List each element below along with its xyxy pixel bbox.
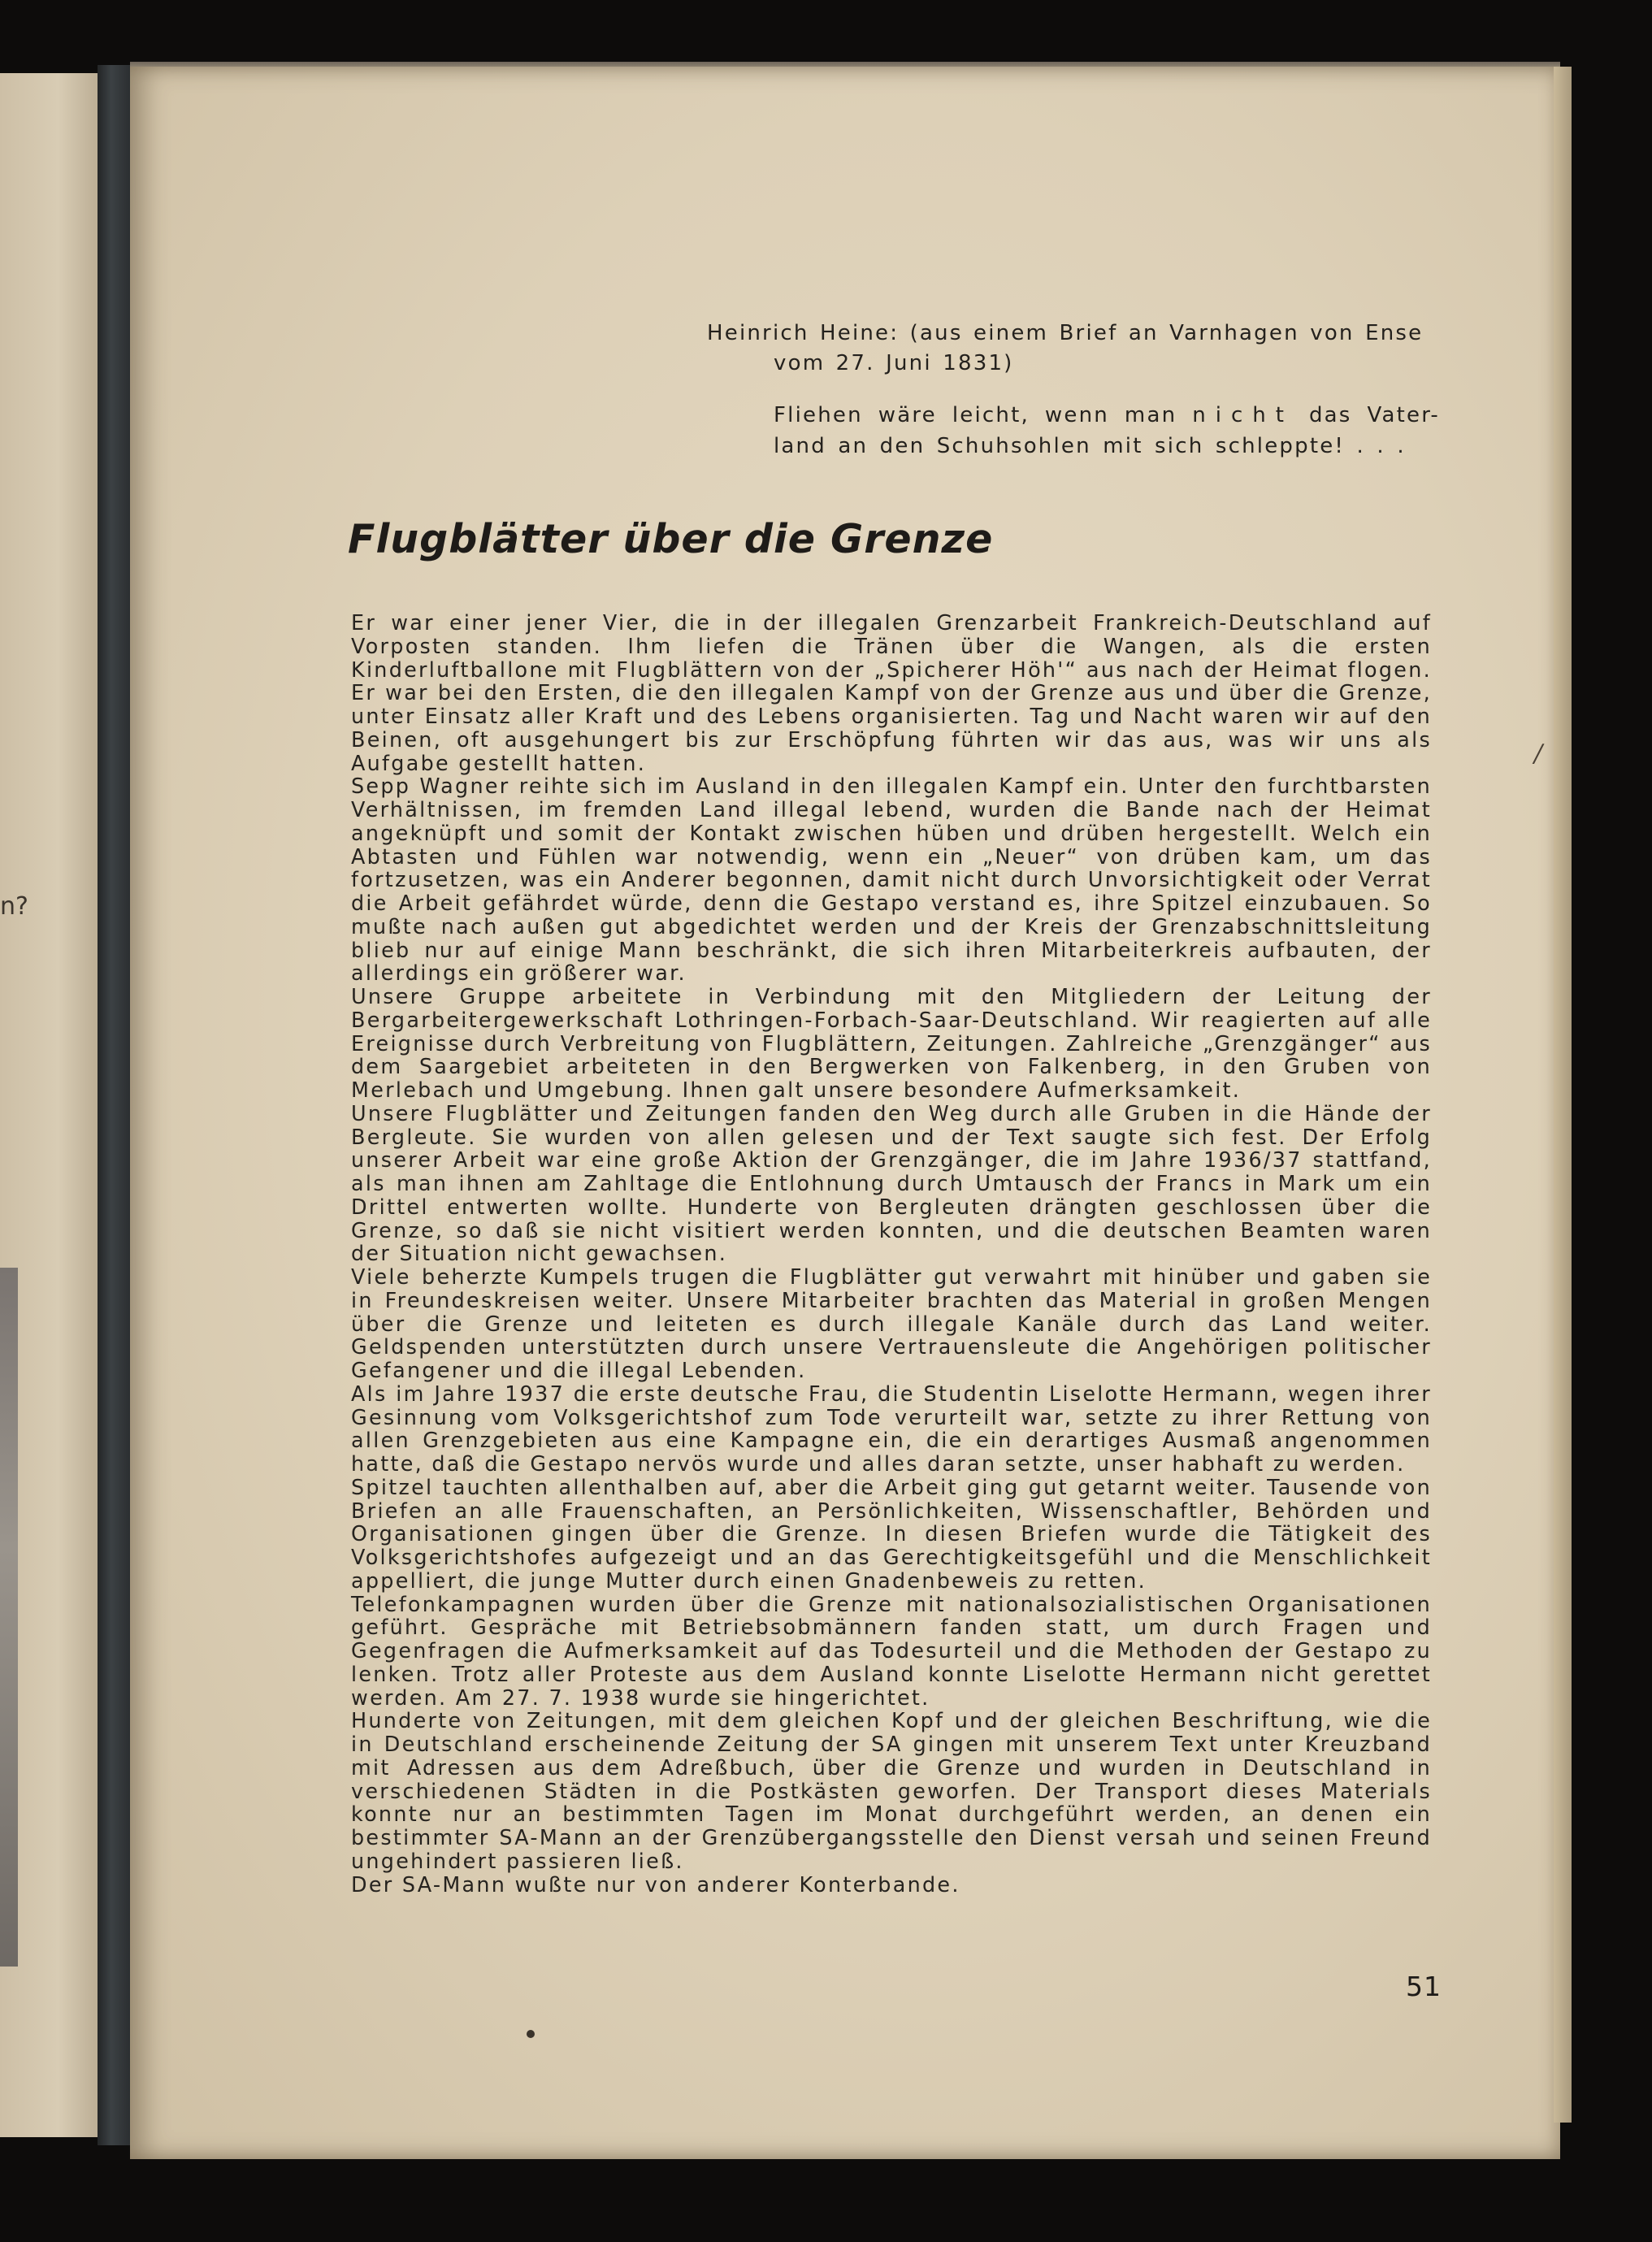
quote-line-2: land an den Schuhsohlen mit sich schleppte! . . . bbox=[774, 434, 1406, 458]
book-spine bbox=[98, 65, 132, 2145]
paragraph: Als im Jahre 1937 die erste deutsche Frau, die Studentin Liselotte Hermann, wegen ihrer Gesinnung vom Volksgerichtshof zum Tode verurteilt war, setzte zu ihrer Rettung von allen Grenzgebieten aus eine Kampagne ein, die ein derartiges Ausmaß angenommen hatte, daß die Gestapo nervös wurde und alles daran setzte, unser habhaft zu werden. bbox=[351, 1381, 1432, 1476]
left-page-text-fragment: n? bbox=[0, 892, 28, 921]
ink-speck bbox=[527, 2030, 535, 2038]
left-facing-page bbox=[0, 73, 98, 2137]
left-page-photo-edge bbox=[0, 1268, 18, 1967]
chapter-title: Flugblätter über die Grenze bbox=[348, 516, 994, 562]
paragraph: Spitzel tauchten allenthalben auf, aber die Arbeit ging gut getarnt weiter. Tausende von Briefen an alle Frauenschaften, an Persönlichkeiten, Wissenschaftler, Behörden und Organisationen gingen über die Grenze. In diesen Briefen wurde die Tätigkeit des Volksgerichtshofes aufgezeigt und an das Gerechtigkeitsgefühl und die Menschlichkeit appelliert, die junge Mutter durch einen Gnadenbeweis zu retten. bbox=[351, 1474, 1432, 1593]
body-text bbox=[351, 611, 1432, 1896]
paragraph: Telefonkampagnen wurden über die Grenze mit nationalsozialistischen Organisationen geführt. Gespräche mit Betriebsobmännern fanden statt, um durch Fragen und Gegenfragen die Aufmerksamkeit auf das Todesurteil und die Methoden der Gestapo zu lenken. Trotz aller Proteste aus dem Ausland konnte Liselotte Hermann nicht gerettet werden. Am 27. 7. 1938 wurde sie hingerichtet. bbox=[351, 1591, 1432, 1710]
quote-attribution bbox=[707, 319, 1438, 379]
book-page bbox=[130, 67, 1560, 2159]
paragraph: Hunderte von Zeitungen, mit dem gleichen Kopf und der gleichen Beschriftung, wie die in Deutschland erscheinende Zeitung der SA gingen mit unserem Text unter Kreuzband mit Adressen aus dem Adreßbuch, über die Grenze und wurden in Deutschland in verschiedenen Städten in die Postkästen geworfen. Der Transport dieses Materials konnte nur an bestimmten Tagen im Monat durchgeführt werden, an denen ein bestimmter SA-Mann an der Grenzübergangsstelle den Dienst versah und seinen Freund ungehindert passieren ließ. bbox=[351, 1708, 1432, 1873]
quote-line-1-end: das Vater- bbox=[1308, 403, 1441, 427]
paragraph: Viele beherzte Kumpels trugen die Flugblätter gut verwahrt mit hinüber und gaben sie in Freundeskreisen weiter. Unsere Mitarbeiter brachten das Material in großen Mengen über die Grenze und leiteten es durch illegale Kanäle durch das Land weiter. Geldspenden unterstützten durch unsere Vertrauensleute die Angehörigen politischer Gefangener und die illegal Lebenden. bbox=[351, 1264, 1432, 1382]
quote-line-1-start: Fliehen wäre leicht, wenn man bbox=[774, 403, 1177, 427]
quote-emphasis: nicht bbox=[1192, 403, 1294, 427]
page-number: 51 bbox=[1406, 1971, 1442, 2002]
attribution-line-2: vom 27. Juni 1831) bbox=[774, 351, 1014, 375]
paragraph: Unsere Gruppe arbeitete in Verbindung mit den Mitgliedern der Leitung der Bergarbeitergewerkschaft Lothringen-Forbach-Saar-Deutschland. Wir reagierten auf alle Ereignisse durch Verbreitung von Flugblättern, Zeitungen. Zahlreiche „Grenzgänger“ aus dem Saargebiet arbeiteten in den Bergwerken von Falkenberg, in den Gruben von Merlebach und Umgebung. Ihnen galt unsere besondere Aufmerksamkeit. bbox=[351, 984, 1432, 1102]
heine-quote bbox=[774, 400, 1440, 462]
paragraph: Sepp Wagner reihte sich im Ausland in den illegalen Kampf ein. Unter den furchtbarsten Verhältnissen, im fremden Land illegal lebend, wurden die Bande nach der Heimat angeknüpft und somit der Kontakt zwischen hüben und drüben hergestellt. Welch ein Abtasten und Fühlen war notwendig, wenn ein „Neuer“ von drüben kam, um das fortzusetzen, was ein Anderer begonnen, damit nicht durch Unvorsichtigkeit oder Verrat die Arbeit gefährdet würde, denn die Gestapo verstand es, ihre Spitzel einzubauen. So mußte nach außen gut abgedichtet werden und der Kreis der Grenzabschnittsleitung blieb nur auf einige Mann beschränkt, die sich ihren Mitarbeiterkreis aufbauten, der allerdings ein größerer war. bbox=[351, 774, 1432, 986]
page-content bbox=[130, 67, 1560, 2159]
paragraph: Der SA-Mann wußte nur von anderer Konterbande. bbox=[351, 1871, 960, 1897]
attribution-line-1: Heinrich Heine: (aus einem Brief an Varnhagen von Ense bbox=[707, 321, 1424, 345]
paragraph: Unsere Flugblätter und Zeitungen fanden den Weg durch alle Gruben in die Hände der Bergleute. Sie wurden von allen gelesen und der Text saugte sich fest. Der Erfolg unserer Arbeit war eine große Aktion der Grenzgänger, die im Jahre 1936/37 stattfand, als man ihnen am Zahltage die Entlohnung durch Umtausch der Francs in Mark um ein Drittel entwerten wollte. Hunderte von Bergleuten drängten geschlossen über die Grenze, so daß sie nicht visitiert werden konnten, und die deutschen Beamten waren der Situation nicht gewachsen. bbox=[351, 1100, 1432, 1266]
page-right-edge bbox=[1554, 67, 1572, 2123]
paragraph: Er war einer jener Vier, die in der illegalen Grenzarbeit Frankreich-Deutschland auf Vorposten standen. Ihm liefen die Tränen über die Wangen, als die ersten Kinderluftballone mit Flugblättern von der „Spicherer Höh'“ aus nach der Heimat flogen. Er war bei den Ersten, die den illegalen Kampf von der Grenze aus und über die Grenze, unter Einsatz aller Kraft und des Lebens organisierten. Tag und Nacht waren wir auf den Beinen, oft ausgehungert bis zur Erschöpfung führten wir das aus, was wir uns als Aufgabe gestellt hatten. bbox=[351, 610, 1432, 775]
margin-pencil-mark: / bbox=[1534, 739, 1543, 768]
